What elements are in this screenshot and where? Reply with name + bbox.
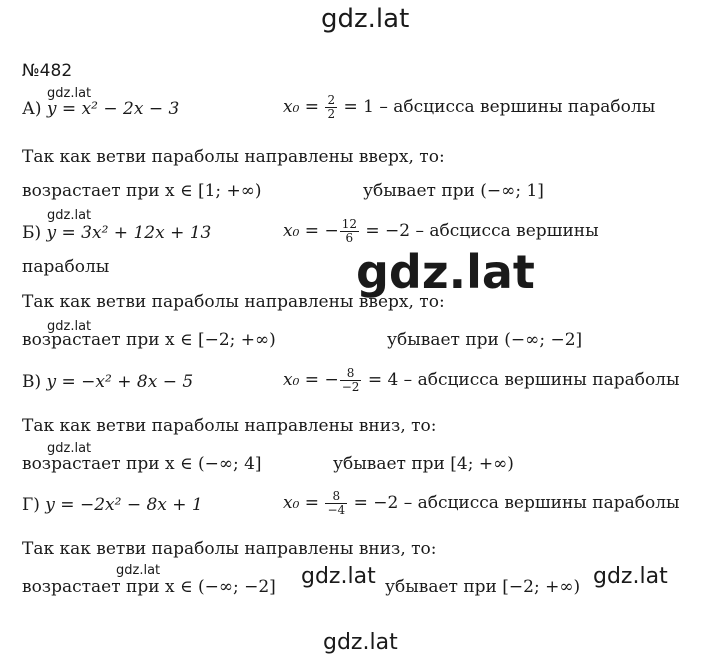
- part-v-frac-num: 8: [340, 367, 362, 381]
- part-a-vertex-pre: x₀ =: [283, 97, 325, 117]
- part-b-vertex-pre: x₀ = −: [283, 221, 339, 241]
- part-v-decreases: убывает при [4; +∞): [333, 454, 514, 474]
- part-a-vertex: [283, 94, 655, 121]
- part-g-frac-num: 8: [325, 490, 347, 504]
- part-g-increases: возрастает при x ∈ (−∞; −2]: [22, 577, 276, 597]
- part-b-vertex-post: = −2 – абсцисса вершины: [365, 221, 599, 241]
- part-g-branches: Так как ветви параболы направлены вниз, то:: [22, 539, 437, 559]
- part-a-increases: возрастает при x ∈ [1; +∞): [22, 181, 262, 201]
- watermark-small-3: gdz.lat: [47, 319, 92, 334]
- part-v-label: В): [22, 372, 47, 392]
- part-b-decreases: убывает при (−∞; −2]: [387, 330, 583, 350]
- part-g-vertex: [283, 490, 680, 517]
- part-g-formula: y = −2x² − 8x + 1: [45, 495, 203, 515]
- part-v-vertex-post: = 4 – абсцисса вершины параболы: [367, 370, 680, 390]
- part-b-function: [22, 222, 211, 244]
- part-g-function: [22, 494, 203, 516]
- part-b-increases: возрастает при x ∈ [−2; +∞): [22, 330, 276, 350]
- part-v-function: [22, 371, 193, 393]
- part-a-formula: y = x² − 2x − 3: [46, 99, 180, 119]
- part-v-vertex-pre: x₀ = −: [283, 370, 339, 390]
- part-v-vertex: [283, 367, 680, 394]
- part-a-fraction: [325, 94, 337, 121]
- watermark-mid-bottom: gdz.lat: [301, 564, 376, 589]
- part-g-label: Г): [22, 495, 46, 515]
- part-v-branches: Так как ветви параболы направлены вниз, то:: [22, 416, 437, 436]
- part-b-label: Б): [22, 223, 47, 243]
- part-a-decreases: убывает при (−∞; 1]: [363, 181, 544, 201]
- watermark-bottom: gdz.lat: [323, 630, 398, 655]
- watermark-top: gdz.lat: [321, 4, 410, 34]
- watermark-small-5: gdz.lat: [116, 563, 161, 578]
- watermark-small-1: gdz.lat: [47, 86, 92, 101]
- part-a-frac-den: 2: [327, 107, 336, 121]
- part-g-vertex-post: = −2 – абсцисса вершины параболы: [353, 493, 680, 513]
- part-b-formula: y = 3x² + 12x + 13: [46, 223, 212, 243]
- part-b-frac-num: 12: [341, 217, 357, 231]
- part-a-function: [22, 98, 179, 120]
- part-a-frac-num: 2: [327, 93, 336, 107]
- part-g-frac-den: −4: [327, 503, 346, 517]
- part-a-label: А): [22, 99, 47, 119]
- part-v-frac-den: −2: [341, 380, 360, 394]
- part-g-fraction: [325, 490, 347, 517]
- watermark-small-4: gdz.lat: [47, 441, 92, 456]
- part-g-decreases: убывает при [−2; +∞): [385, 577, 581, 597]
- part-b-fraction: [340, 218, 359, 245]
- part-a-branches: Так как ветви параболы направлены вверх, то:: [22, 147, 445, 167]
- problem-number: №482: [22, 61, 73, 81]
- part-v-increases: возрастает при x ∈ (−∞; 4]: [22, 454, 262, 474]
- part-b-branches: Так как ветви параболы направлены вверх, то:: [22, 292, 445, 312]
- part-g-vertex-pre: x₀ =: [283, 493, 325, 513]
- part-b-vertex-cont: параболы: [22, 257, 110, 277]
- part-b-vertex: [283, 218, 599, 245]
- part-a-vertex-post: = 1 – абсцисса вершины параболы: [343, 97, 656, 117]
- watermark-right-bottom: gdz.lat: [593, 564, 668, 589]
- part-v-formula: y = −x² + 8x − 5: [46, 372, 194, 392]
- part-b-frac-den: 6: [345, 231, 354, 245]
- part-v-fraction: [340, 367, 362, 394]
- watermark-small-2: gdz.lat: [47, 208, 92, 223]
- watermark-center: gdz.lat: [356, 245, 535, 299]
